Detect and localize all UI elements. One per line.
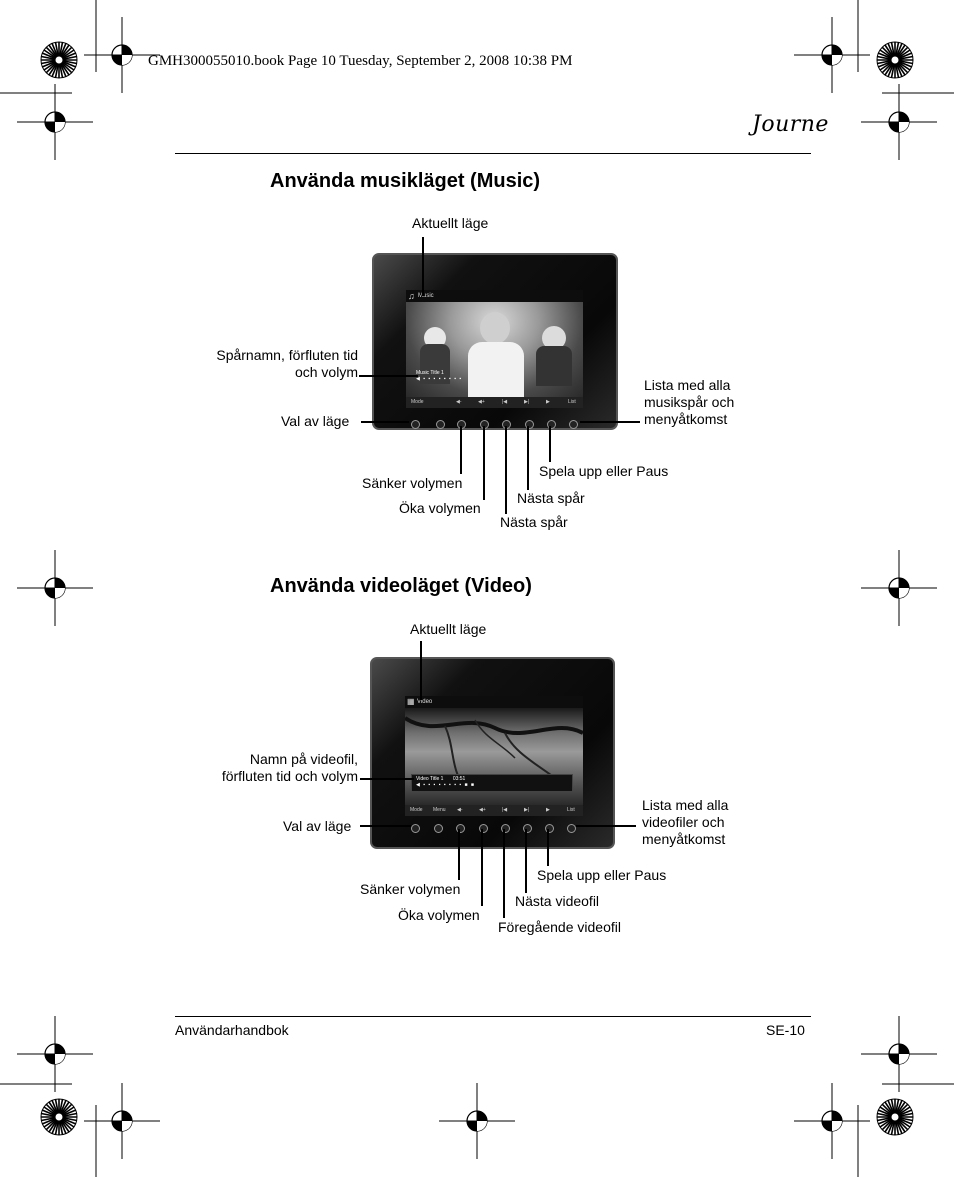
music-label-current-mode: Aktuellt läge bbox=[412, 215, 489, 231]
footer-rule bbox=[175, 1016, 811, 1017]
video-label-play-pause: Spela upp eller Paus bbox=[537, 867, 667, 883]
music-bar-mode: Mode bbox=[411, 399, 424, 405]
music-note-icon: ♫ bbox=[408, 291, 415, 301]
video-label-file-info bbox=[222, 751, 358, 785]
footer-manual-name: Användarhandbok bbox=[175, 1022, 289, 1038]
video-bar-volup: ◀+ bbox=[479, 807, 486, 813]
video-label-mode-select: Val av läge bbox=[283, 818, 352, 834]
video-info-overlay: Video Title 1 03:51 ◀ ▪ ▪ ▪ ▪ ▪ ▪ ▪ ▪ ■ ■ bbox=[411, 774, 573, 792]
music-label-next-track-a: Nästa spår bbox=[517, 490, 585, 506]
music-label-play-pause: Spela upp eller Paus bbox=[539, 463, 669, 479]
video-bar-next: ▶| bbox=[524, 807, 530, 813]
video-label-list-line2: videofiler och bbox=[642, 814, 725, 830]
video-track-title: Video Title 1 bbox=[416, 776, 444, 782]
video-bar-play: ▶ bbox=[546, 807, 550, 813]
music-label-volume-up: Öka volymen bbox=[399, 500, 481, 516]
video-label-current-mode: Aktuellt läge bbox=[410, 621, 487, 637]
music-label-list-line3: menyåtkomst bbox=[644, 411, 728, 427]
music-label-mode-select: Val av läge bbox=[281, 413, 350, 429]
print-info: GMH300055010.book Page 10 Tuesday, September 2, 2008 10:38 PM bbox=[148, 53, 573, 69]
music-bar-next: ▶| bbox=[524, 399, 530, 405]
music-track-title: Music Title 1 bbox=[416, 370, 444, 376]
music-label-list-line1: Lista med alla bbox=[644, 377, 731, 393]
video-bar-prev: |◀ bbox=[502, 807, 508, 813]
video-bar-list: List bbox=[567, 807, 575, 813]
video-grid-icon: ▦ bbox=[407, 697, 415, 706]
video-mode-text: Video bbox=[417, 699, 433, 705]
music-bar-list: List bbox=[568, 399, 576, 405]
music-label-list-line2: musikspår och bbox=[644, 394, 735, 410]
video-label-next-file: Nästa videofil bbox=[515, 893, 600, 909]
music-section-title: Använda musikläget (Music) bbox=[270, 170, 541, 192]
journe-logo: Journe bbox=[752, 112, 829, 137]
music-bar-prev: |◀ bbox=[502, 399, 508, 405]
video-label-list-line3: menyåtkomst bbox=[642, 831, 726, 847]
music-bar-play: ▶ bbox=[546, 399, 550, 405]
video-bar-mode: Mode bbox=[410, 807, 423, 813]
video-label-volume-down: Sänker volymen bbox=[360, 881, 461, 897]
music-label-volume-down: Sänker volymen bbox=[362, 475, 463, 491]
music-bar-volup: ◀+ bbox=[478, 399, 485, 405]
video-label-file-info-line2: förfluten tid och volym bbox=[221, 768, 358, 784]
video-bar-voldown: ◀- bbox=[457, 807, 463, 813]
video-track-time: 03:51 bbox=[452, 776, 466, 782]
video-label-file-info-line1: Namn på videofil, bbox=[249, 751, 358, 767]
music-bar-voldown: ◀- bbox=[456, 399, 462, 405]
video-label-list-line1: Lista med alla bbox=[642, 797, 729, 813]
music-label-next-track-b: Nästa spår bbox=[500, 514, 568, 530]
footer-page-number: SE-10 bbox=[766, 1022, 805, 1038]
video-label-prev-file: Föregående videofil bbox=[498, 919, 621, 935]
video-bar-menu: Menu bbox=[433, 807, 446, 813]
music-track-overlay: Music Title 1 ◀ ▪ ▪ ▪ ▪ ▪ ▪ ▪ ▪ bbox=[416, 370, 463, 382]
video-section-title: Använda videoläget (Video) bbox=[270, 575, 532, 597]
music-mode-text: Music bbox=[418, 293, 434, 299]
video-label-list bbox=[642, 797, 728, 848]
music-label-track-info-line1: Spårnamn, förfluten tid bbox=[216, 347, 358, 363]
music-label-track-info-line2: och volym bbox=[294, 364, 358, 380]
video-label-volume-up: Öka volymen bbox=[398, 907, 480, 923]
